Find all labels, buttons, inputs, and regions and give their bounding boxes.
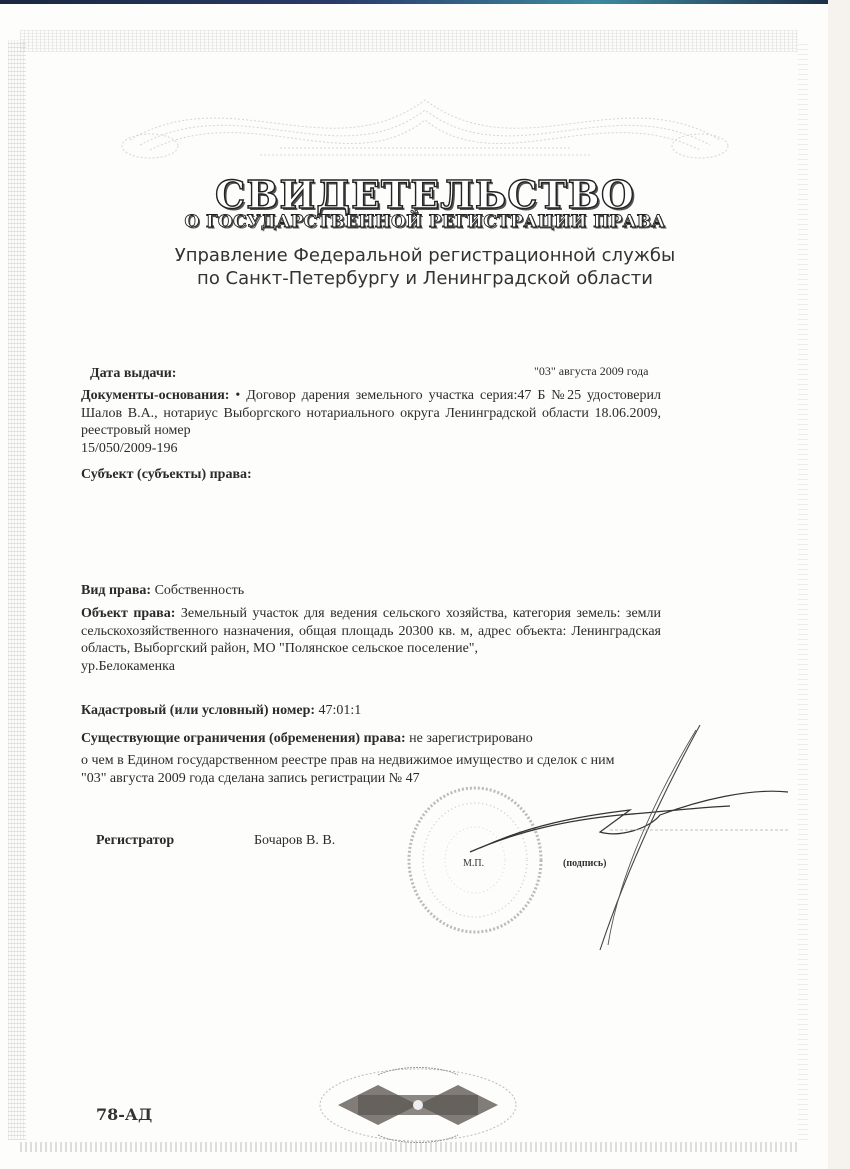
scan-edge	[0, 0, 850, 4]
object-label: Объект права:	[81, 606, 176, 621]
basis-documents-value: • Договор дарения земельного участка серия:47 Б №25 удостоверил Шалов В.А., нотариус Выборгского нотариального округа Ленинградской области 18.06.2009, реестровый номер	[81, 388, 662, 438]
header-ornament	[110, 60, 740, 160]
object-value: Земельный участок для ведения сельского хозяйства, категория земель: земли сельскохозяйственного назначения, общая площадь 20300 кв. м, адрес объекта: Ленинградская область, Выборгский район, МО "Полянское сельское поселение",	[81, 606, 662, 656]
bottom-emblem	[318, 1065, 518, 1145]
document-subtitle: О ГОСУДАРСТВЕННОЙ РЕГИСТРАЦИИ ПРАВА	[184, 212, 666, 232]
registry-number: 15/050/2009-196	[81, 440, 178, 456]
right-type	[81, 582, 244, 600]
form-series: 78-АД	[96, 1105, 153, 1124]
registry-record-line-2: "03" августа 2009 года сделана запись регистрации № 47	[81, 770, 420, 786]
signature-label: (подпись)	[563, 858, 607, 869]
issue-date-value: "03" августа 2009 года	[534, 364, 649, 378]
signature	[460, 720, 800, 960]
guilloche-border-top	[20, 30, 798, 52]
issue-date-label: Дата выдачи:	[90, 366, 177, 381]
agency-line-2: по Санкт-Петербургу и Ленинградской области	[197, 268, 653, 289]
basis-documents	[81, 387, 661, 457]
right-type-label: Вид права:	[81, 583, 152, 598]
seal-label: М.П.	[463, 858, 485, 869]
encumbrances-value: не зарегистрировано	[409, 731, 533, 746]
cadastral-number	[81, 702, 361, 720]
right-object	[81, 605, 661, 675]
registry-record-line-1: о чем в Едином государственном реестре прав на недвижимое имущество и сделок с ним	[81, 753, 615, 768]
basis-documents-label: Документы-основания:	[81, 388, 230, 403]
subjects-label: Субъект (субъекты) права:	[81, 467, 252, 482]
document-title: СВИДЕТЕЛЬСТВО	[215, 172, 635, 217]
cadastral-value: 47:01:1	[318, 703, 362, 718]
issuing-agency	[0, 244, 850, 290]
cadastral-label: Кадастровый (или условный) номер:	[81, 703, 316, 718]
right-type-value: Собственность	[154, 583, 245, 598]
object-location: ур.Белокаменка	[81, 658, 175, 674]
subjects	[81, 466, 252, 484]
encumbrances-label: Существующие ограничения (обременения) права:	[81, 731, 406, 746]
registrar-label: Регистратор	[96, 833, 175, 848]
registrar-name: Бочаров В. В.	[254, 833, 336, 848]
agency-line-1: Управление Федеральной регистрационной службы	[174, 245, 676, 266]
